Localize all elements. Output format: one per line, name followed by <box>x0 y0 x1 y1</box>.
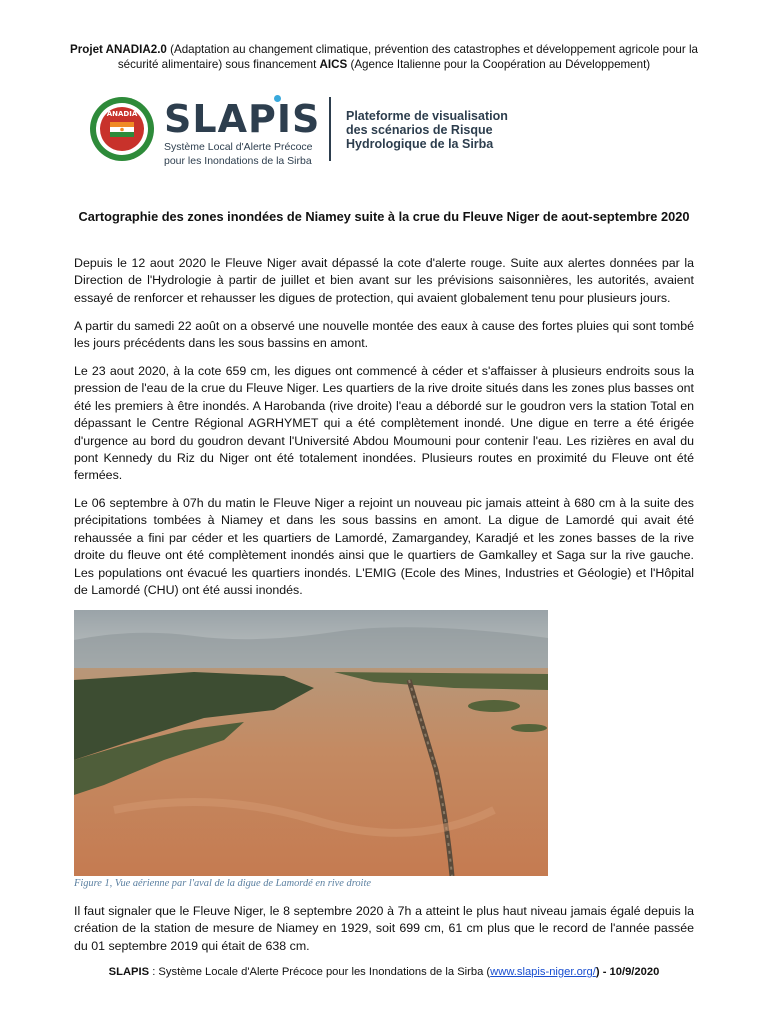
funder-name: AICS <box>319 58 348 71</box>
flood-aerial-photo <box>74 610 548 876</box>
anadia-seal-logo <box>88 95 156 163</box>
footer-text: : Système Locale d'Alerte Précoce pour les Inondations de la Sirba ( <box>149 966 491 978</box>
project-description: (Adaptation au changement climatique, prévention des catastrophes et développement agricole pour la sécurité alimentaire) sous financement <box>117 43 698 71</box>
funder-description: (Agence Italienne pour la Coopération au Développement) <box>347 58 651 71</box>
paragraph-4: Le 06 septembre à 07h du matin le Fleuve Niger a rejoint un nouveau pic jamais atteint à 680 cm à la suite des précipitations tombées à Niamey et dans les sous bassins en amont. La digue de Lamordé qui avait été rehaussée a fini par céder et les quartiers de Lamordé, Zamargandey, Karadjé et les zones basses de la rive droite du fleuve ont été complètement inondés ainsi que le quartiers de Gamkalley et Saga sur la rive gauche. Les populations ont évacué les quartiers inondés. L'EMIG (Ecole des Mines, Industries et Géologie) et l'Hôpital de Lamordé (CHU) ont été aussi inondés. <box>74 496 694 598</box>
footer-org: SLAPIS <box>108 966 150 978</box>
logo-divider <box>329 97 331 161</box>
footer-website-link[interactable]: www.slapis-niger.org/ <box>490 966 596 978</box>
brand-name: SLAPIS <box>164 97 321 141</box>
page-footer <box>60 966 708 978</box>
paragraph-1: Depuis le 12 aout 2020 le Fleuve Niger avait dépassé la cote d'alerte rouge. Suite aux alertes données par la Direction de l'Hydrologie à partir de juillet et bien avant sur les prévisions saisonnières, les autorités, avaient essayé de renforcer et rehausser les digues de protection, qui avaient globalement tenu pour plusieurs jours. <box>74 256 694 305</box>
paragraph-3: Le 23 aout 2020, à la cote 659 cm, les digues ont commencé à céder et s'affaisser à plusieurs endroits sous la pression de l'eau de la crue du Fleuve Niger. Les quartiers de la rive droite situés dans les zones plus basses ont été les premiers à être inondés. A Harobanda (rive droite) l'eau a débordé sur le goudron vers la station Total en dépassant le Centre Régional AGRHYMET qui a été complètement inondé. Une digue en terre a été érigée d'urgence au bord du goudron devant l'Université Abdou Moumouni pour contenir l'eau. Les rizières en aval du pont Kennedy du Riz du Niger ont été totalement inondées. Plusieurs routes en proximité du Fleuve ont été fermées. <box>74 364 694 483</box>
seal-text: ANADIA <box>106 110 138 118</box>
figure-caption: Figure 1, Vue aérienne par l'aval de la digue de Lamordé en rive droite <box>74 878 371 889</box>
project-name: Projet ANADIA2.0 <box>70 43 167 56</box>
footer-date: ) - 10/9/2020 <box>595 966 660 978</box>
paragraph-5: Il faut signaler que le Fleuve Niger, le 8 septembre 2020 à 7h a atteint le plus haut niveau jamais égalé depuis la création de la station de mesure de Niamey en 1929, soit 699 cm, 61 cm plus que le record de l'année passée du 01 septembre 2019 qui était de 638 cm. <box>74 904 694 953</box>
brand-subtitle-1: Système Local d'Alerte Précoce <box>164 141 313 153</box>
platform-tagline <box>346 109 508 151</box>
document-title: Cartographie des zones inondées de Niamey suite à la crue du Fleuve Niger de aout-septembre 2020 <box>78 209 690 224</box>
tagline-line-3: Hydrologique de la Sirba <box>346 137 494 151</box>
tagline-line-1: Plateforme de visualisation <box>346 109 508 123</box>
tagline-line-2: des scénarios de Risque <box>346 123 493 137</box>
slapis-logo <box>88 95 528 167</box>
brand-block <box>164 99 320 167</box>
paragraph-2: A partir du samedi 22 août on a observé une nouvelle montée des eaux à cause des fortes pluies qui sont tombé les jours précédents dans les sous bassins en amont. <box>74 319 694 351</box>
project-header <box>60 42 708 72</box>
brand-subtitle-2: pour les Inondations de la Sirba <box>164 155 312 167</box>
